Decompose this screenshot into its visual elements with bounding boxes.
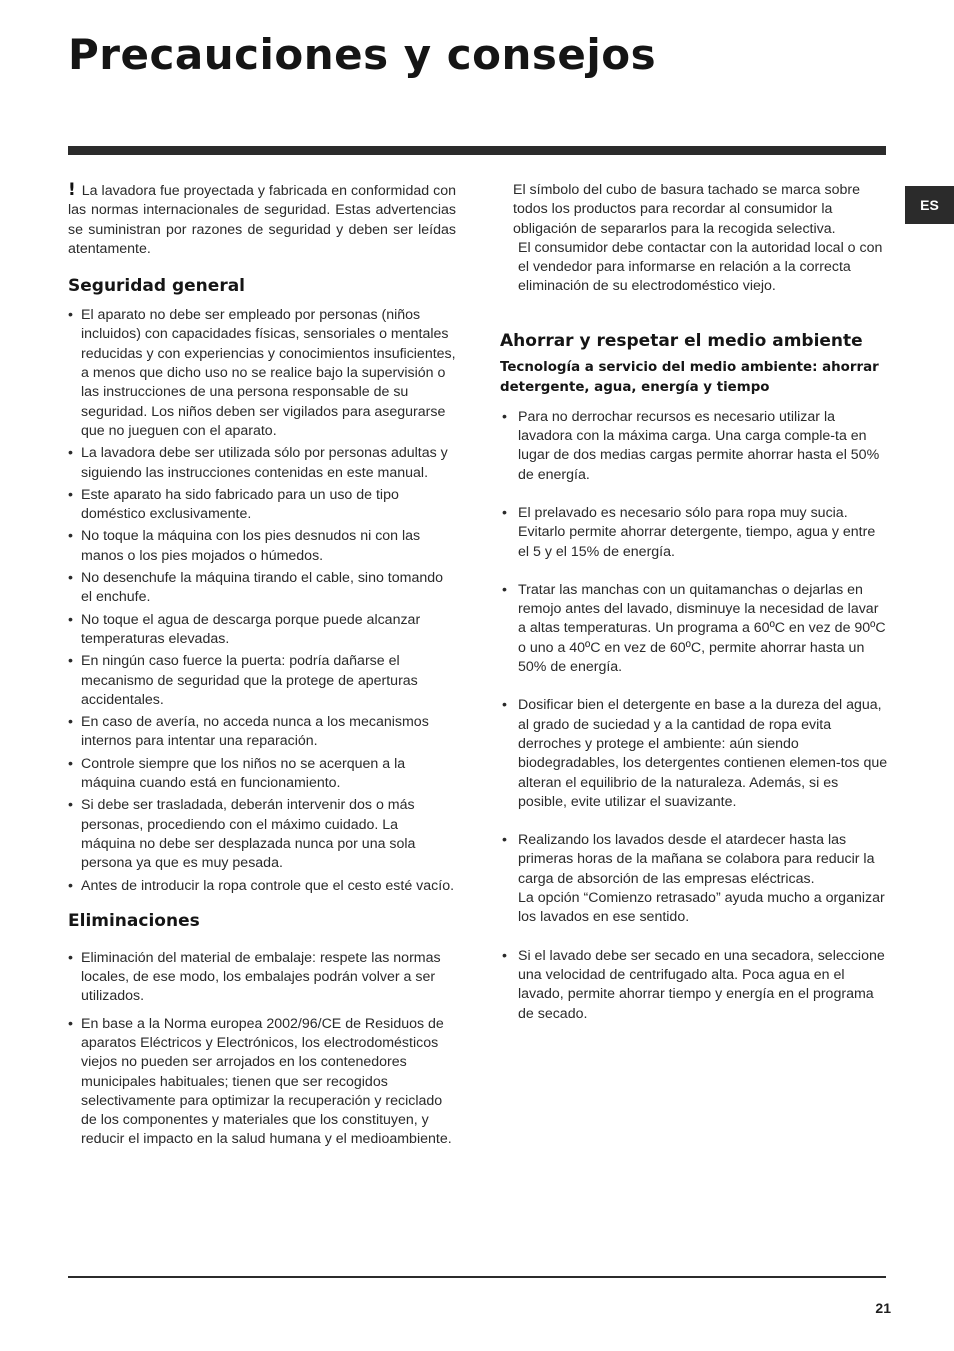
list-item: • Si debe ser trasladada, deberán intervenir dos o más personas, procediendo con el máximo cuidado. La máquina no debe ser desplazada nunca por una sola persona ya que es muy pesada.	[68, 796, 456, 873]
warning-icon: !	[68, 180, 76, 200]
list-item: • El prelavado es necesario sólo para ropa muy sucia. Evitarlo permite ahorrar detergente, tiempo, agua y entre el 5 y el 15% de energía.	[500, 504, 888, 562]
opcion-text: La opción “Comienzo retrasado” ayuda mucho a organizar los lavados en ese sentido.	[518, 890, 885, 926]
list-item: • No desenchufe la máquina tirando el cable, sino tomando el enchufe.	[68, 569, 456, 608]
page-number: 21	[875, 1300, 891, 1316]
page-title: Precauciones y consejos	[68, 30, 657, 79]
list-item: • En caso de avería, no acceda nunca a los mecanismos internos para intentar una reparación.	[68, 713, 456, 752]
list-item-text: Realizando los lavados desde el atardecer hasta las primeras horas de la mañana se colabora para reducir la carga de absorción de las empresas eléctricas.	[518, 832, 875, 887]
list-item: • Tratar las manchas con un quitamanchas o dejarlas en remojo antes del lavado, disminuye la necesidad de lavar a altas temperaturas. Un programa a 60ºC en vez de 90ºC o uno a 40ºC en vez de 60ºC, permite ahorrar hasta un 50% de energía.	[500, 581, 888, 677]
footer-divider	[68, 1276, 886, 1278]
consumer-paragraph: El consumidor debe contactar con la autoridad local o con el vendedor para informarse en relación a la correcta eliminación de su electrodoméstico viejo.	[518, 239, 883, 295]
list-item: • La lavadora debe ser utilizada sólo por personas adultas y siguiendo las instrucciones contenidas en este manual.	[68, 444, 456, 483]
list-item: • En base a la Norma europea 2002/96/CE de Residuos de aparatos Eléctricos y Electrónicos, los electrodomésticos viejos no pueden ser arrojados en los contenedores municipales habituales; tienen que ser recogidos selectivamente para optimizar la recuperación y reciclado de los componentes y materiales que los constituyen, y reducir el impacto en la salud humana y el medioambiente.	[68, 1015, 456, 1150]
list-item: • Eliminación del material de embalaje: respete las normas locales, de ese modo, los embalajes podrán volver a ser utilizados.	[68, 949, 456, 1007]
heading-seguridad-general: Seguridad general	[68, 276, 245, 297]
list-item: • Dosificar bien el detergente en base a la dureza del agua, al grado de suciedad y a la cantidad de ropa evita derroches y protege el ambiente: aún siendo biodegradables, los detergentes contienen elemen-tos que alteran el equilibrio de la naturaleza. Además, si es posible, evite utilizar el suavizante.	[500, 696, 888, 812]
heading-eliminaciones: Eliminaciones	[68, 910, 200, 931]
title-divider	[68, 146, 886, 155]
subheading-tecnologia: Tecnología a servicio del medio ambiente: ahorrar detergente, agua, energía y tiempo	[500, 359, 879, 395]
list-item: • No toque el agua de descarga porque puede alcanzar temperaturas elevadas.	[68, 611, 456, 650]
list-item: • El aparato no debe ser empleado por personas (niños incluidos) con capacidades físicas, sensoriales o mentales reducidas y con experiencias y conocimientos insuficientes, a menos que dicho uso no se realice bajo la supervisión o las instrucciones de una persona responsable de su seguridad. Los niños deben ser vigilados para asegurarse que no jueguen con el aparato.	[68, 306, 456, 441]
eliminaciones-list	[68, 949, 456, 1150]
list-item: • Controle siempre que los niños no se acerquen a la máquina cuando está en funcionamiento.	[68, 755, 456, 794]
list-item: • En ningún caso fuerce la puerta: podría dañarse el mecanismo de seguridad que la protege de aperturas accidentales.	[68, 652, 456, 710]
intro-paragraph	[68, 181, 456, 259]
symbol-paragraph: El símbolo del cubo de basura tachado se marca sobre todos los productos para recordar al consumidor la obligación de separarlos para la recogida selectiva.	[513, 182, 861, 237]
right-column	[500, 181, 888, 1043]
seguridad-list	[68, 306, 456, 896]
list-item: • No toque la máquina con los pies desnudos ni con las manos o los pies mojados o húmedos.	[68, 527, 456, 566]
list-item: • Para no derrochar recursos es necesario utilizar la lavadora con la máxima carga. Una carga comple-ta en lugar de dos medias cargas permite ahorrar hasta el 50% de energía.	[500, 408, 888, 485]
list-item: • Este aparato ha sido fabricado para un uso de tipo doméstico exclusivamente.	[68, 486, 456, 525]
ahorrar-list	[500, 408, 888, 1024]
heading-ahorrar: Ahorrar y respetar el medio ambiente	[500, 330, 863, 351]
list-item: • Antes de introducir la ropa controle que el cesto esté vacío.	[68, 877, 456, 896]
left-column	[68, 181, 456, 1150]
list-item	[500, 831, 888, 927]
list-item: • Si el lavado debe ser secado en una secadora, seleccione una velocidad de centrifugado alta. Poca agua en el lavado, permite ahorrar tiempo y energía en el programa de secado.	[500, 947, 888, 1024]
intro-text: La lavadora fue proyectada y fabricada en conformidad con las normas internacionales de seguridad. Estas advertencias se suministran por razones de seguridad y deben ser leídas atentamente.	[68, 183, 456, 257]
language-tab: ES	[905, 186, 954, 224]
